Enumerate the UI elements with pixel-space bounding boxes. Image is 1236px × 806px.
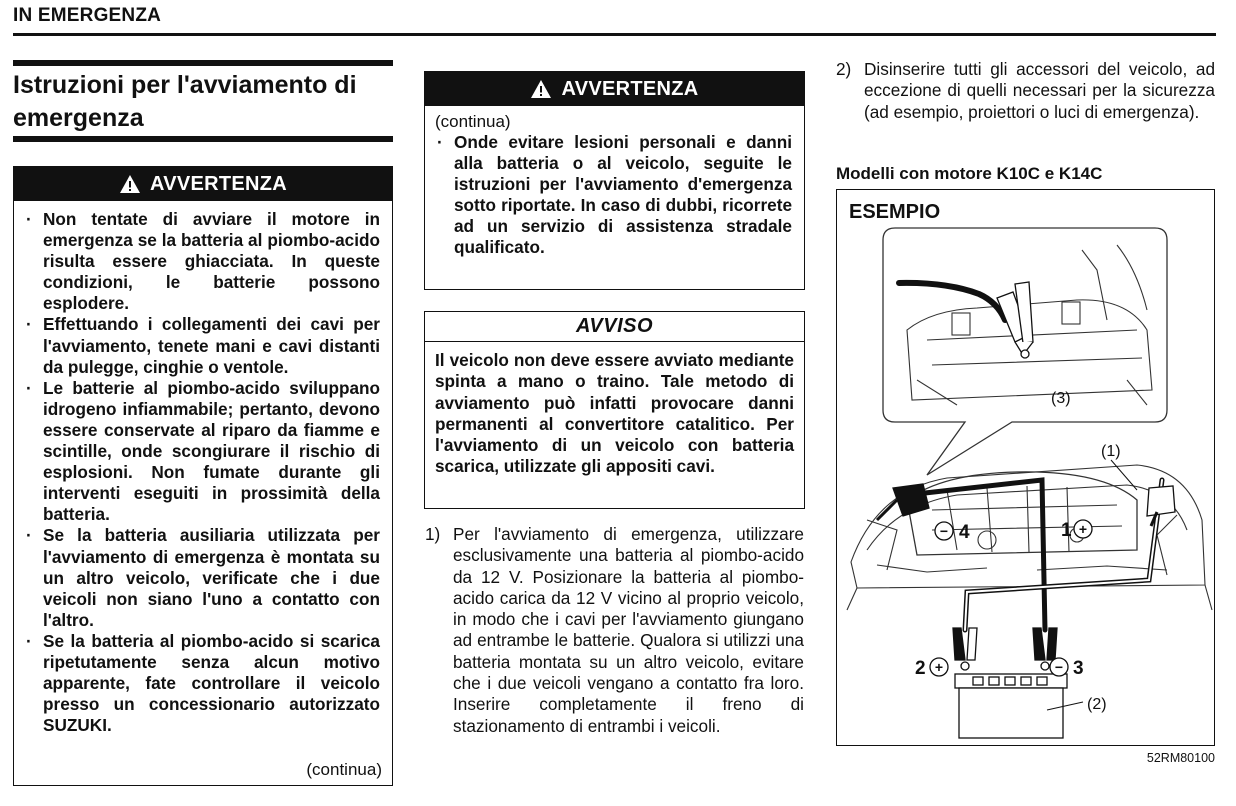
- terminal-number: 4: [959, 522, 970, 543]
- warning-item: · Le batterie al piombo-acido sviluppano idrogeno infiammabile; pertanto, devono essere conservate al riparo da fiamme e scintille, onde scongiurare il rischio di esplosioni. Non fumate durante gli interventi eseguiti in prossimità della batteria.: [26, 377, 380, 525]
- warning-item: · Se la batteria al piombo-acido si scarica ripetutamente senza alcun motivo apparente, fate controllare il veicolo presso un concessionario autorizzato SUZUKI.: [26, 630, 380, 736]
- figure-code: 52RM80100: [1146, 751, 1215, 765]
- warning-box-continued: [424, 71, 805, 290]
- warning-item: · Effettuando i collegamenti dei cavi per l'avviamento, tenete mani e cavi distanti da pulegge, cinghie o ventole.: [26, 314, 380, 377]
- notice-box: [424, 311, 805, 509]
- step-1: [425, 524, 804, 737]
- terminal-sign: +: [934, 659, 944, 675]
- terminal-sign: −: [1054, 659, 1064, 675]
- battery-clamps: [953, 628, 1057, 670]
- terminal-sign: −: [939, 523, 949, 539]
- callout-1: (1): [1101, 443, 1121, 460]
- notice-text: Il veicolo non deve essere avviato mediante spinta a mano o traino. Tale metodo di avviamento può infatti provocare danni permanenti al convertitore catalitico. Per l'avviamento di un veicolo con batteria scarica, utilizzate gli appositi cavi.: [435, 350, 794, 477]
- step-text: Per l'avviamento di emergenza, utilizzare esclusivamente una batteria al piombo-acido da 12 V. Posizionare la batteria al piombo-acido carica da 12 V vicino al proprio veicolo, in modo che i cavi per l'avviamento giungano ad entrambe le batterie. Qualora si utilizzi una batteria montata su un altro veicolo, evitare che i due veicoli vengano a contatto fra loro. Inserire completamente il freno di stazionamento di entrambi i veicoli.: [453, 524, 804, 736]
- engine-clamps: [877, 484, 1175, 526]
- warning-heading-label: AVVERTENZA: [149, 172, 288, 195]
- terminal-number: 2: [915, 658, 926, 679]
- terminal-marker-2: [915, 658, 948, 679]
- booster-battery-drawing: [955, 674, 1067, 738]
- continued-label: (continua): [306, 760, 382, 779]
- warning-box-main: [13, 166, 393, 786]
- warning-item: · Non tentate di avviare il motore in emergenza se la batteria al piombo-acido risulta essere ghiacciata. In queste condizioni, le batterie possono esplodere.: [26, 209, 380, 314]
- terminal-number: 3: [1073, 658, 1084, 679]
- terminal-number: 1: [1061, 520, 1072, 541]
- figure-caption: Modelli con motore K10C e K14C: [836, 164, 1103, 183]
- jump-start-diagram: [837, 190, 1216, 747]
- step-number: 2): [836, 59, 852, 79]
- warning-heading-label: AVVERTENZA: [561, 77, 699, 100]
- figure-example-label: ESEMPIO: [849, 201, 941, 223]
- terminal-sign: +: [1078, 521, 1088, 537]
- step-number: 1): [425, 524, 441, 544]
- warning-item: · Onde evitare lesioni personali e danni alla batteria o al veicolo, seguite le istruzioni per l'avviamento d'emergenza sotto riportate. In caso di dubbi, ricorrete ad un servizio di assistenza stradale qualificato.: [437, 132, 792, 258]
- continued-label: (continua): [435, 112, 511, 131]
- notice-heading: AVVISO: [425, 312, 804, 342]
- header-divider: [13, 33, 1216, 36]
- page-header: IN EMERGENZA: [13, 5, 162, 26]
- warning-triangle-icon: [530, 79, 552, 99]
- jump-start-figure: [836, 189, 1215, 746]
- warning-heading: [425, 72, 804, 106]
- callout-3: (3): [1051, 390, 1071, 407]
- warning-item: · Se la batteria ausiliaria utilizzata per l'avviamento di emergenza è montata su un altro veicolo, verificate che i due veicoli non siano l'uno a contatto con l'altro.: [26, 525, 380, 630]
- terminal-marker-1: [1061, 520, 1092, 541]
- callout-2: (2): [1087, 696, 1107, 713]
- warning-heading: [14, 167, 392, 201]
- section-title: Istruzioni per l'avviamento di emergenza: [13, 71, 357, 132]
- step-text: Disinserire tutti gli accessori del veicolo, ad eccezione di quelli necessari per la sicurezza (ad esempio, proiettori o luci di emergenza).: [864, 59, 1215, 122]
- section-title-bottom-rule: [13, 136, 393, 142]
- warning-triangle-icon: [119, 174, 141, 194]
- step-2: [836, 59, 1215, 123]
- section-title-top-rule: [13, 60, 393, 66]
